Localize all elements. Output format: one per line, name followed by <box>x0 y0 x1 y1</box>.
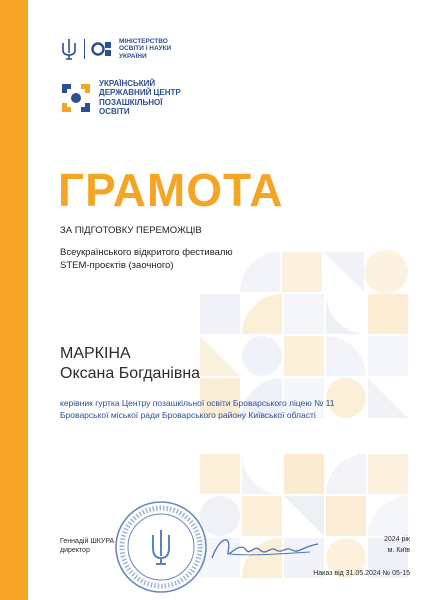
certificate-content <box>60 0 410 600</box>
ministry-logo <box>60 38 209 60</box>
handwritten-signature <box>210 530 320 566</box>
festival-name <box>60 246 320 272</box>
ministry-name-line: МІНІСТЕРСТВО <box>119 38 168 45</box>
official-stamp <box>114 500 208 594</box>
ministry-name-line: УКРАЇНИ <box>119 52 147 60</box>
recipient-position: керівник гуртка Центру позашкільної освіти Броварського ліцею № 11 Броварської міської ради Броварського району Київської області <box>60 398 335 420</box>
festival-line-2: STEM-проєктів (заочного) <box>60 260 174 271</box>
certificate-city: м. Київ <box>387 547 410 554</box>
center-name-line: ДЕРЖАВНИЙ ЦЕНТР <box>99 88 181 98</box>
recipient-surname: МАРКІНА <box>60 345 131 362</box>
ministry-name <box>119 38 209 60</box>
certificate-year: 2024 рік <box>383 536 410 543</box>
center-emblem-icon <box>60 82 92 114</box>
center-name-line: УКРАЇНСЬКИЙ <box>99 79 156 88</box>
order-reference: Наказ від 31.05.2024 № 05-15 <box>313 570 410 577</box>
center-name-line: ОСВІТИ <box>99 106 130 116</box>
ministry-emblem-icon <box>91 38 113 60</box>
signer-role: директор <box>60 547 90 554</box>
center-name-line: ПОЗАШКІЛЬНОЇ <box>99 97 163 107</box>
center-logo <box>60 79 259 116</box>
trident-icon <box>60 38 78 60</box>
center-name <box>99 79 259 116</box>
certificate-subtitle: ЗА ПІДГОТОВКУ ПЕРЕМОЖЦІВ <box>60 225 202 236</box>
signer-name: Геннадій ШКУРА <box>60 538 115 545</box>
ministry-name-line: ОСВІТИ І НАУКИ <box>119 45 172 53</box>
festival-line-1: Всеукраїнського відкритого фестивалю <box>60 247 233 258</box>
orange-side-bar <box>0 0 28 600</box>
certificate-title: ГРАМОТА <box>58 164 284 216</box>
recipient-given-names: Оксана Богданівна <box>60 365 201 382</box>
